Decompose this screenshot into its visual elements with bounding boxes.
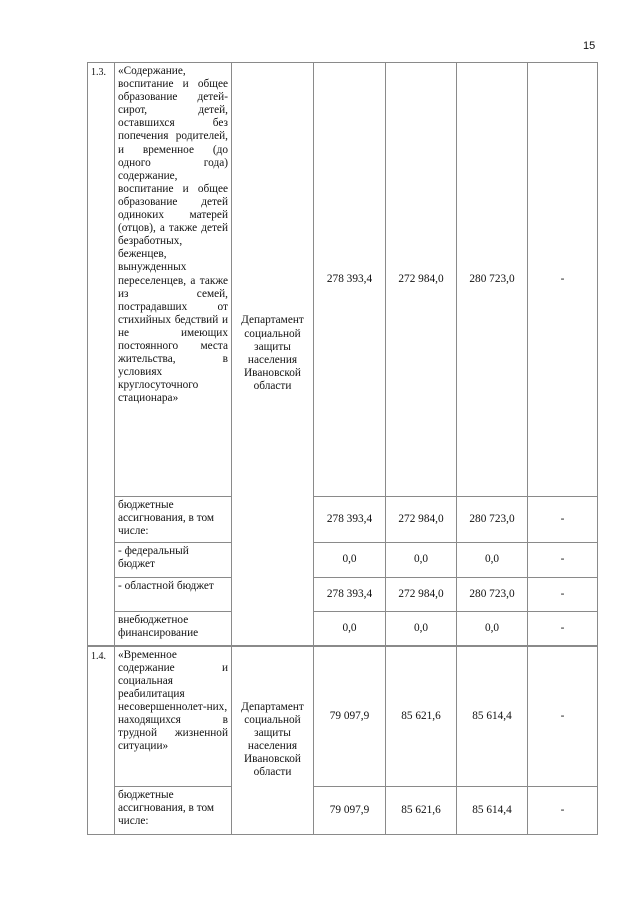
table-row (88, 612, 598, 646)
table-row (88, 543, 598, 578)
value-cell: - (528, 646, 598, 787)
value-cell: 272 984,0 (386, 63, 457, 497)
value-cell: 0,0 (386, 612, 457, 646)
table-row (88, 63, 598, 497)
sub-label: внебюджетное финансирование (115, 612, 232, 646)
value-cell: 0,0 (314, 612, 386, 646)
value-cell: 272 984,0 (386, 578, 457, 612)
value-cell: - (528, 578, 598, 612)
program-title: «Содержание, воспитание и общее образование детей-сирот, детей, оставшихся без попечения родителей, и временное (до одного года) содержание, воспитание и общее образование детей одиноких матерей (отцов), а также детей безработных, беженцев, вынужденных переселенцев, а также из семей, пострадавших от стихийных бедствий и не имеющих постоянного места жительства, в условиях круглосуточного стационара» (115, 63, 232, 497)
value-cell: 280 723,0 (457, 497, 528, 543)
value-cell: 85 614,4 (457, 787, 528, 835)
value-cell: 0,0 (457, 612, 528, 646)
value-cell: 85 621,6 (386, 646, 457, 787)
table-row (88, 578, 598, 612)
table-row (88, 646, 598, 787)
budget-table (87, 62, 598, 835)
value-cell: 278 393,4 (314, 497, 386, 543)
program-title: «Временное содержание и социальная реабилитация несовершеннолет-них, находящихся в трудной жизненной ситуации» (115, 646, 232, 787)
value-cell: 85 621,6 (386, 787, 457, 835)
value-cell: - (528, 543, 598, 578)
sub-label: бюджетные ассигнования, в том числе: (115, 497, 232, 543)
sub-label: - федеральный бюджет (115, 543, 232, 578)
value-cell: 0,0 (457, 543, 528, 578)
sub-label: - областной бюджет (115, 578, 232, 612)
value-cell: 0,0 (314, 543, 386, 578)
value-cell: 79 097,9 (314, 646, 386, 787)
table-row (88, 497, 598, 543)
value-cell: 278 393,4 (314, 63, 386, 497)
value-cell: 0,0 (386, 543, 457, 578)
value-cell: 280 723,0 (457, 578, 528, 612)
page-number: 15 (583, 40, 596, 52)
table-row (88, 787, 598, 835)
value-cell: 79 097,9 (314, 787, 386, 835)
row-number: 1.3. (88, 63, 115, 646)
department: Департамент социальной защиты населения Ивановской области (232, 646, 314, 835)
sub-label: бюджетные ассигнования, в том числе: (115, 787, 232, 835)
value-cell: 85 614,4 (457, 646, 528, 787)
value-cell: - (528, 497, 598, 543)
department: Департамент социальной защиты населения Ивановской области (232, 63, 314, 646)
value-cell: 278 393,4 (314, 578, 386, 612)
value-cell: - (528, 787, 598, 835)
value-cell: - (528, 63, 598, 497)
row-number: 1.4. (88, 646, 115, 835)
value-cell: 272 984,0 (386, 497, 457, 543)
value-cell: 280 723,0 (457, 63, 528, 497)
value-cell: - (528, 612, 598, 646)
